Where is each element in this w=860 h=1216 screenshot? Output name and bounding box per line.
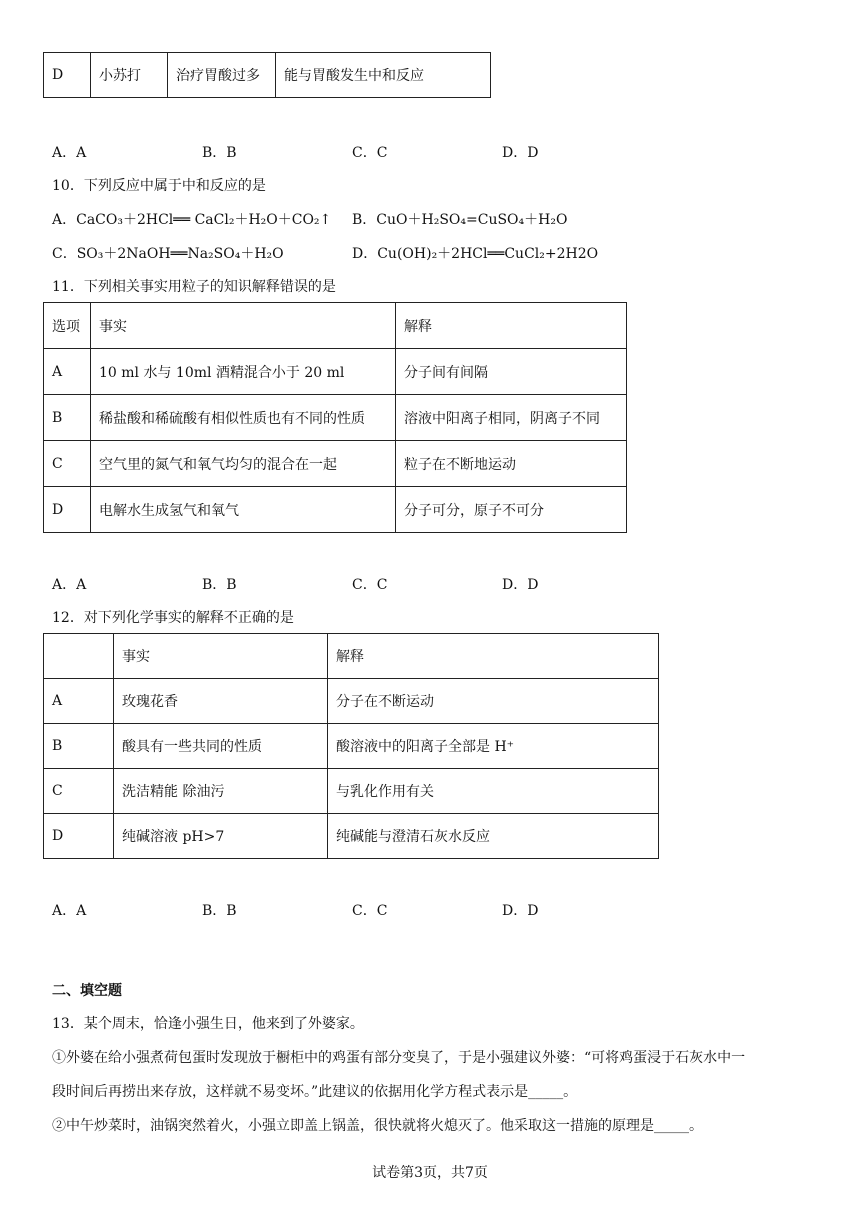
q13-part2: ②中午炒菜时，油锅突然着火，小强立即盖上锅盖，很快就将火熄灭了。他采取这一措施的原理是_____。 — [52, 1118, 703, 1134]
table-row — [44, 53, 491, 98]
table-row — [44, 814, 659, 859]
table-cell: 小苏打 — [91, 53, 168, 98]
table-header-cell: 解释 — [328, 634, 659, 679]
table-header-cell: 事实 — [91, 303, 396, 349]
option-c: C．C — [352, 145, 388, 161]
table-cell: 与乳化作用有关 — [328, 769, 659, 814]
table-cell: 稀盐酸和稀硫酸有相似性质也有不同的性质 — [91, 395, 396, 441]
table-cell: 酸溶液中的阳离子全部是 H⁺ — [328, 724, 659, 769]
page-footer: 试卷第3页，共7页 — [372, 1165, 488, 1181]
option-d: D．D — [502, 577, 539, 593]
table-cell: 分子在不断运动 — [328, 679, 659, 724]
option-c: C．C — [352, 577, 388, 593]
table-cell: 纯碱能与澄清石灰水反应 — [328, 814, 659, 859]
q10-option-d: D．Cu(OH)₂＋2HCl══CuCl₂+2H2O — [352, 246, 599, 262]
table-cell: B — [44, 724, 114, 769]
option-d: D．D — [502, 903, 539, 919]
table-header-cell — [44, 634, 114, 679]
table-cell: C — [44, 769, 114, 814]
q11-table — [43, 302, 627, 533]
table-cell: 洗洁精能 除油污 — [114, 769, 328, 814]
table-row — [44, 395, 627, 441]
q11-stem: 11．下列相关事实用粒子的知识解释错误的是 — [52, 279, 336, 295]
table-cell: 空气里的氮气和氧气均匀的混合在一起 — [91, 441, 396, 487]
section-title: 二、填空题 — [52, 983, 122, 999]
q13-stem: 13．某个周末，恰逢小强生日，他来到了外婆家。 — [52, 1016, 364, 1032]
table-header-cell: 解释 — [396, 303, 627, 349]
table-row — [44, 679, 659, 724]
table-cell: 酸具有一些共同的性质 — [114, 724, 328, 769]
q10-option-b: B．CuO＋H₂SO₄=CuSO₄＋H₂O — [352, 212, 568, 228]
table-cell: C — [44, 441, 91, 487]
table-cell: A — [44, 679, 114, 724]
table-cell: D — [44, 53, 91, 98]
q13-part1-line1: ①外婆在给小强煮荷包蛋时发现放于橱柜中的鸡蛋有部分变臭了，于是小强建议外婆：“可将鸡蛋浸于石灰水中一 — [52, 1050, 746, 1066]
table-cell: D — [44, 814, 114, 859]
table-cell: 分子间有间隔 — [396, 349, 627, 395]
option-a: A．A — [52, 577, 87, 593]
table-header-row — [44, 634, 659, 679]
q10-stem: 10．下列反应中属于中和反应的是 — [52, 178, 266, 194]
option-b: B．B — [202, 903, 237, 919]
table-cell: 10 ml 水与 10ml 酒精混合小于 20 ml — [91, 349, 396, 395]
table-cell: 治疗胃酸过多 — [168, 53, 276, 98]
option-b: B．B — [202, 145, 237, 161]
table-cell: D — [44, 487, 91, 533]
option-d: D．D — [502, 145, 539, 161]
q10-option-c: C．SO₃＋2NaOH══Na₂SO₄＋H₂O — [52, 246, 284, 262]
table-cell: 粒子在不断地运动 — [396, 441, 627, 487]
table-row — [44, 769, 659, 814]
option-c: C．C — [352, 903, 388, 919]
table-row — [44, 487, 627, 533]
q9-table-continuation — [43, 52, 491, 98]
table-cell: A — [44, 349, 91, 395]
table-row — [44, 349, 627, 395]
option-b: B．B — [202, 577, 237, 593]
table-cell: B — [44, 395, 91, 441]
table-row — [44, 724, 659, 769]
option-a: A．A — [52, 145, 87, 161]
table-cell: 能与胃酸发生中和反应 — [276, 53, 491, 98]
table-cell: 分子可分，原子不可分 — [396, 487, 627, 533]
table-header-cell: 选项 — [44, 303, 91, 349]
table-header-cell: 事实 — [114, 634, 328, 679]
table-cell: 玫瑰花香 — [114, 679, 328, 724]
option-a: A．A — [52, 903, 87, 919]
table-row — [44, 441, 627, 487]
table-cell: 电解水生成氢气和氧气 — [91, 487, 396, 533]
table-header-row — [44, 303, 627, 349]
q13-part1-line2: 段时间后再捞出来存放，这样就不易变坏。”此建议的依据用化学方程式表示是_____。 — [52, 1084, 578, 1100]
q10-option-a: A．CaCO₃＋2HCl══ CaCl₂＋H₂O＋CO₂↑ — [52, 212, 332, 228]
q12-table — [43, 633, 659, 859]
table-cell: 溶液中阳离子相同，阴离子不同 — [396, 395, 627, 441]
q12-stem: 12．对下列化学事实的解释不正确的是 — [52, 610, 294, 626]
table-cell: 纯碱溶液 pH>7 — [114, 814, 328, 859]
